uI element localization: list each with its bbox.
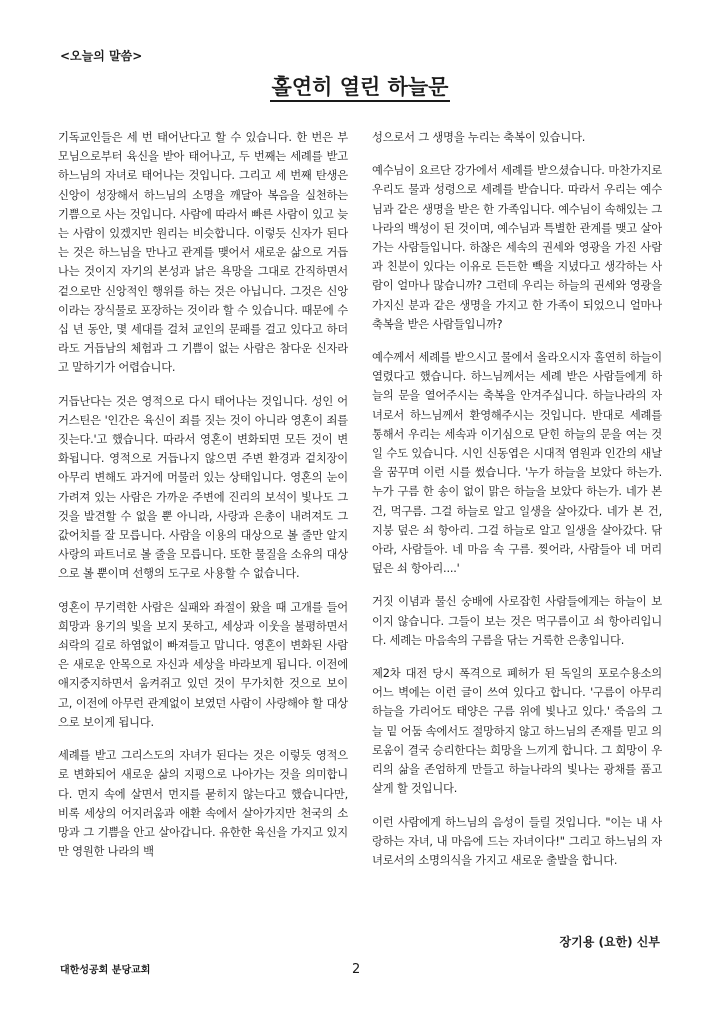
paragraph: 기독교인들은 세 번 태어난다고 할 수 있습니다. 한 번은 부모님으로부터 육신을 받아 태어나고, 두 번째는 세례를 받고 하느님의 자녀로 태어나는 것입니다. 그리고 세 번째 탄생은 신앙이 성장해서 하느님의 소명을 깨달아 복음을 실천하는 기쁨으로 사는 것입니다. 사람에 따라서 빠른 사람이 있고 늦는 사람이 있겠지만 원리는 비슷합니다. 이렇듯 신자가 된다는 것은 하느님을 만나고 관계를 맺어서 새로운 삶으로 거듭나는 것이지 자기의 본성과 낡은 욕망을 그대로 간직하면서 겉으로만 신앙적인 행위를 하는 것은 아닙니다. 그것은 신앙이라는 장식물로 포장하는 것이라 할 수 있습니다. 때문에 수 십 년 동안, 몇 세대를 걸쳐 교인의 문패를 걸고 있다고 하더라도 거듭남의 체험과 그 기쁨이 없는 사람은 참다운 신자라고 말하기가 어렵습니다. [58, 131, 348, 375]
paragraph: 성으로서 그 생명을 누리는 축복이 있습니다. [372, 131, 586, 144]
section-label: <오늘의 말씀> [60, 49, 143, 63]
paragraph: 제2차 대전 당시 폭격으로 폐허가 된 독일의 포로수용소의 어느 벽에는 이런 글이 쓰여 있다고 합니다. '구름이 아무리 하늘을 가리어도 태양은 구름 위에 빛나고 있다.' 죽음의 그늘 밑 어둠 속에서도 절망하지 않고 하느님의 존재를 믿고 의로움이 결국 승리한다는 희망을 느끼게 합니다. 그 희망이 우리의 삶을 존엄하게 만들고 하늘나라의 빛나는 광채를 품고 살게 할 것입니다. [372, 667, 662, 796]
paragraph: 영혼이 무기력한 사람은 실패와 좌절이 왔을 때 고개를 들어 희망과 용기의 빛을 보지 못하고, 세상과 이웃을 불평하면서 쇠락의 길로 하염없이 빠져들고 맙니다. 영혼이 변화된 사람은 새로운 안목으로 자신과 세상을 바라보게 됩니다. 이전에 애지중지하면서 움켜쥐고 있던 것이 무가치한 것으로 보이고, 이전에 아무런 관계없이 보였던 사람이 사랑해야 할 대상으로 보이게 됩니다. [58, 600, 348, 729]
paragraph: 예수께서 세례를 받으시고 물에서 올라오시자 홀연히 하늘이 열렸다고 했습니다. 하느님께서는 세례 받은 사람들에게 하늘의 문을 열어주시는 축복을 안겨주십니다. 하늘나라의 자녀로서 하느님께서 환영해주시는 것입니다. 반대로 세례를 통해서 우리는 세속과 이기심으로 닫힌 하늘의 문을 여는 것일 수도 있습니다. 시인 신동엽은 시대적 염원과 인간의 새날을 꿈꾸며 이런 시를 썼습니다. '누가 하늘을 보았다 하는가. 누가 구름 한 송이 없이 맑은 하늘을 보았다 하는가. 네가 본 건, 먹구름. 그걸 하늘로 알고 일생을 살아갔다. 네가 본 건, 지붕 덮은 쇠 항아리. 그걸 하늘로 알고 일생을 살아갔다. 닦아라, 사람들아. 네 마음 속 구름. 찢어라, 사람들아 네 머리 덮은 쇠 항아리....' [372, 351, 662, 576]
page-number: 2 [352, 962, 361, 977]
right-column [372, 128, 662, 884]
author-signature: 장기용 (요한) 신부 [559, 935, 660, 949]
paragraph: 세례를 받고 그리스도의 자녀가 된다는 것은 이렇듯 영적으로 변화되어 새로운 삶의 지평으로 나아가는 것을 의미합니다. 먼지 속에 살면서 먼지를 묻히지 않는다고 했습니다만, 비록 세상의 어지러움과 애환 속에서 살아가지만 천국의 소망과 그 기쁨을 안고 살아갑니다. 유한한 육신을 가지고 있지만 영원한 나라의 백 [58, 749, 348, 859]
paragraph: 거짓 이념과 물신 숭배에 사로잡힌 사람들에게는 하늘이 보이지 않습니다. 그들이 보는 것은 먹구름이고 쇠 항아리입니다. 세례는 마음속의 구름을 닦는 거룩한 은총입니다. [372, 595, 662, 647]
page-title [0, 72, 720, 102]
paragraph: 이런 사람에게 하느님의 음성이 들릴 것입니다. "이는 내 사랑하는 자녀, 내 마음에 드는 자녀이다!" 그리고 하느님의 자녀로서의 소명의식을 가지고 새로운 출발을 합니다. [372, 815, 662, 867]
page-title-text: 홀연히 열린 하늘문 [270, 75, 451, 102]
footer-church-name: 대한성공회 분당교회 [60, 965, 151, 976]
left-column [58, 128, 348, 875]
paragraph: 거듭난다는 것은 영적으로 다시 태어나는 것입니다. 성인 어거스틴은 '인간은 육신이 죄를 짓는 것이 아니라 영혼이 죄를 짓는다.'고 했습니다. 따라서 영혼이 변화되면 모든 것이 변화됩니다. 영적으로 거듭나지 않으면 주변 환경과 겉치장이 아무리 변해도 과거에 머물러 있는 상태입니다. 영혼의 눈이 가려져 있는 사람은 가까운 주변에 진리의 보석이 빛나도 그것을 발견할 수 없을 뿐 아니라, 사랑과 은총이 내려져도 그 값어치를 잘 모릅니다. 사람을 이용의 대상으로 볼 줄만 알지 사랑의 파트너로 볼 줄을 모릅니다. 또한 물질을 소유의 대상으로 볼 뿐이며 선행의 도구로 사용할 수 없습니다. [58, 394, 348, 581]
paragraph: 예수님이 요르단 강가에서 세례를 받으셨습니다. 마찬가지로 우리도 물과 성령으로 세례를 받습니다. 따라서 우리는 예수님과 같은 생명을 받은 한 가족입니다. 예수님이 속해있는 그 나라의 백성이 된 것이며, 예수님과 특별한 관계를 맺고 살아가는 사람들입니다. 하찮은 세속의 권세와 영광을 가진 사람과 친분이 있다는 이유로 든든한 빽을 지녔다고 생각하는 사람이 얼마나 많습니까? 그런데 우리는 하늘의 권세와 영광을 가지신 분과 같은 생명을 가지고 한 가족이 되었으니 얼마나 축복을 받은 사람들입니까? [372, 164, 662, 331]
